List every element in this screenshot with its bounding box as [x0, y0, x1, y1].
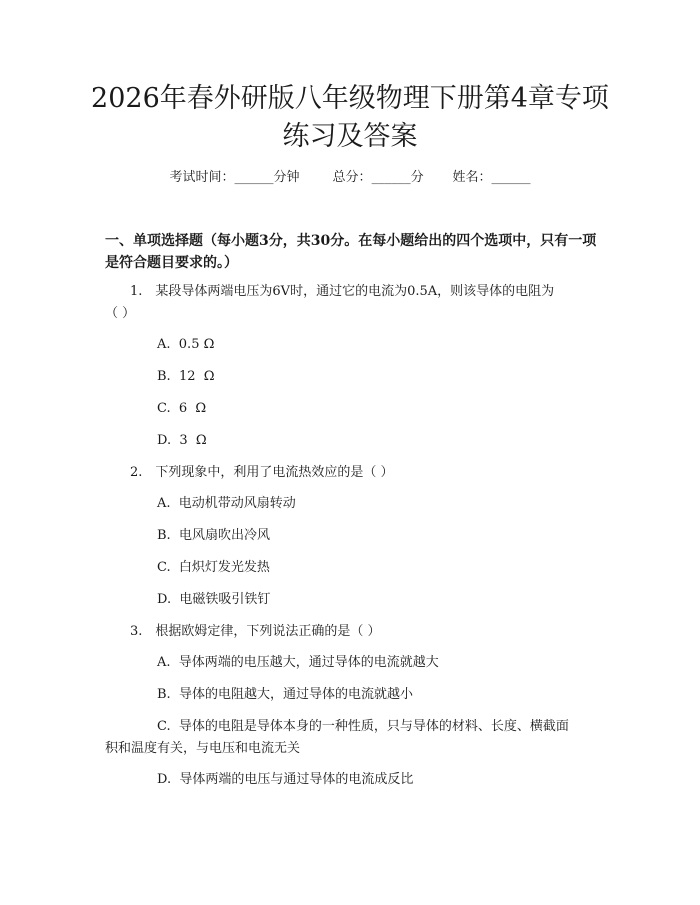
question-2-option-d: D. 电磁铁吸引铁钉	[157, 592, 271, 607]
document-title-line-1: 2026年春外研版八年级物理下册第4章专项	[91, 83, 609, 114]
question-3-text: 3. 根据欧姆定律，下列说法正确的是（ ）	[130, 624, 381, 639]
question-1-text: 1. 某段导体两端电压为6V时，通过它的电流为0.5A，则该导体的电阻为	[130, 284, 555, 299]
question-2-option-c: C. 白炽灯发光发热	[157, 560, 270, 575]
question-3-option-c: C. 导体的电阻是导体本身的一种性质，只与导体的材料、长度、横截面	[157, 719, 569, 734]
name-blank: ______	[491, 170, 531, 185]
score-unit: 分	[410, 170, 424, 185]
question-3-option-c-line-2: 积和温度有关，与电压和电流无关	[105, 741, 301, 756]
question-2-option-a: A. 电动机带动风扇转动	[157, 496, 296, 511]
time-label: 考试时间：	[169, 170, 235, 185]
time-unit: 分钟	[273, 170, 300, 185]
question-2-text: 2. 下列现象中，利用了电流热效应的是（ ）	[130, 465, 394, 480]
score-label: 总分：	[332, 170, 372, 185]
question-3-option-d: D. 导体两端的电压与通过导体的电流成反比	[157, 772, 414, 787]
name-label: 姓名：	[452, 170, 492, 185]
question-2-option-b: B. 电风扇吹出冷风	[157, 528, 270, 543]
question-1-option-d: D. 3 Ω	[157, 433, 207, 448]
exam-info	[0, 168, 700, 188]
question-1-option-b: B. 12 Ω	[157, 369, 215, 384]
question-3-option-a: A. 导体两端的电压越大，通过导体的电流就越大	[157, 655, 439, 670]
section-heading-line-1: 一、单项选择题（每小题3分，共30分。在每小题给出的四个选项中，只有一项	[105, 233, 597, 249]
score-blank: ______	[371, 170, 411, 185]
time-blank: ______	[234, 170, 274, 185]
section-heading-line-2: 是符合题目要求的。）	[105, 255, 238, 271]
question-1-text-line-2: （ ）	[105, 306, 136, 321]
question-1-option-c: C. 6 Ω	[157, 401, 207, 416]
question-3-option-b: B. 导体的电阻越大，通过导体的电流就越小	[157, 687, 413, 702]
document-title-line-2: 练习及答案	[282, 121, 418, 152]
question-1-option-a: A. 0.5 Ω	[157, 337, 215, 352]
